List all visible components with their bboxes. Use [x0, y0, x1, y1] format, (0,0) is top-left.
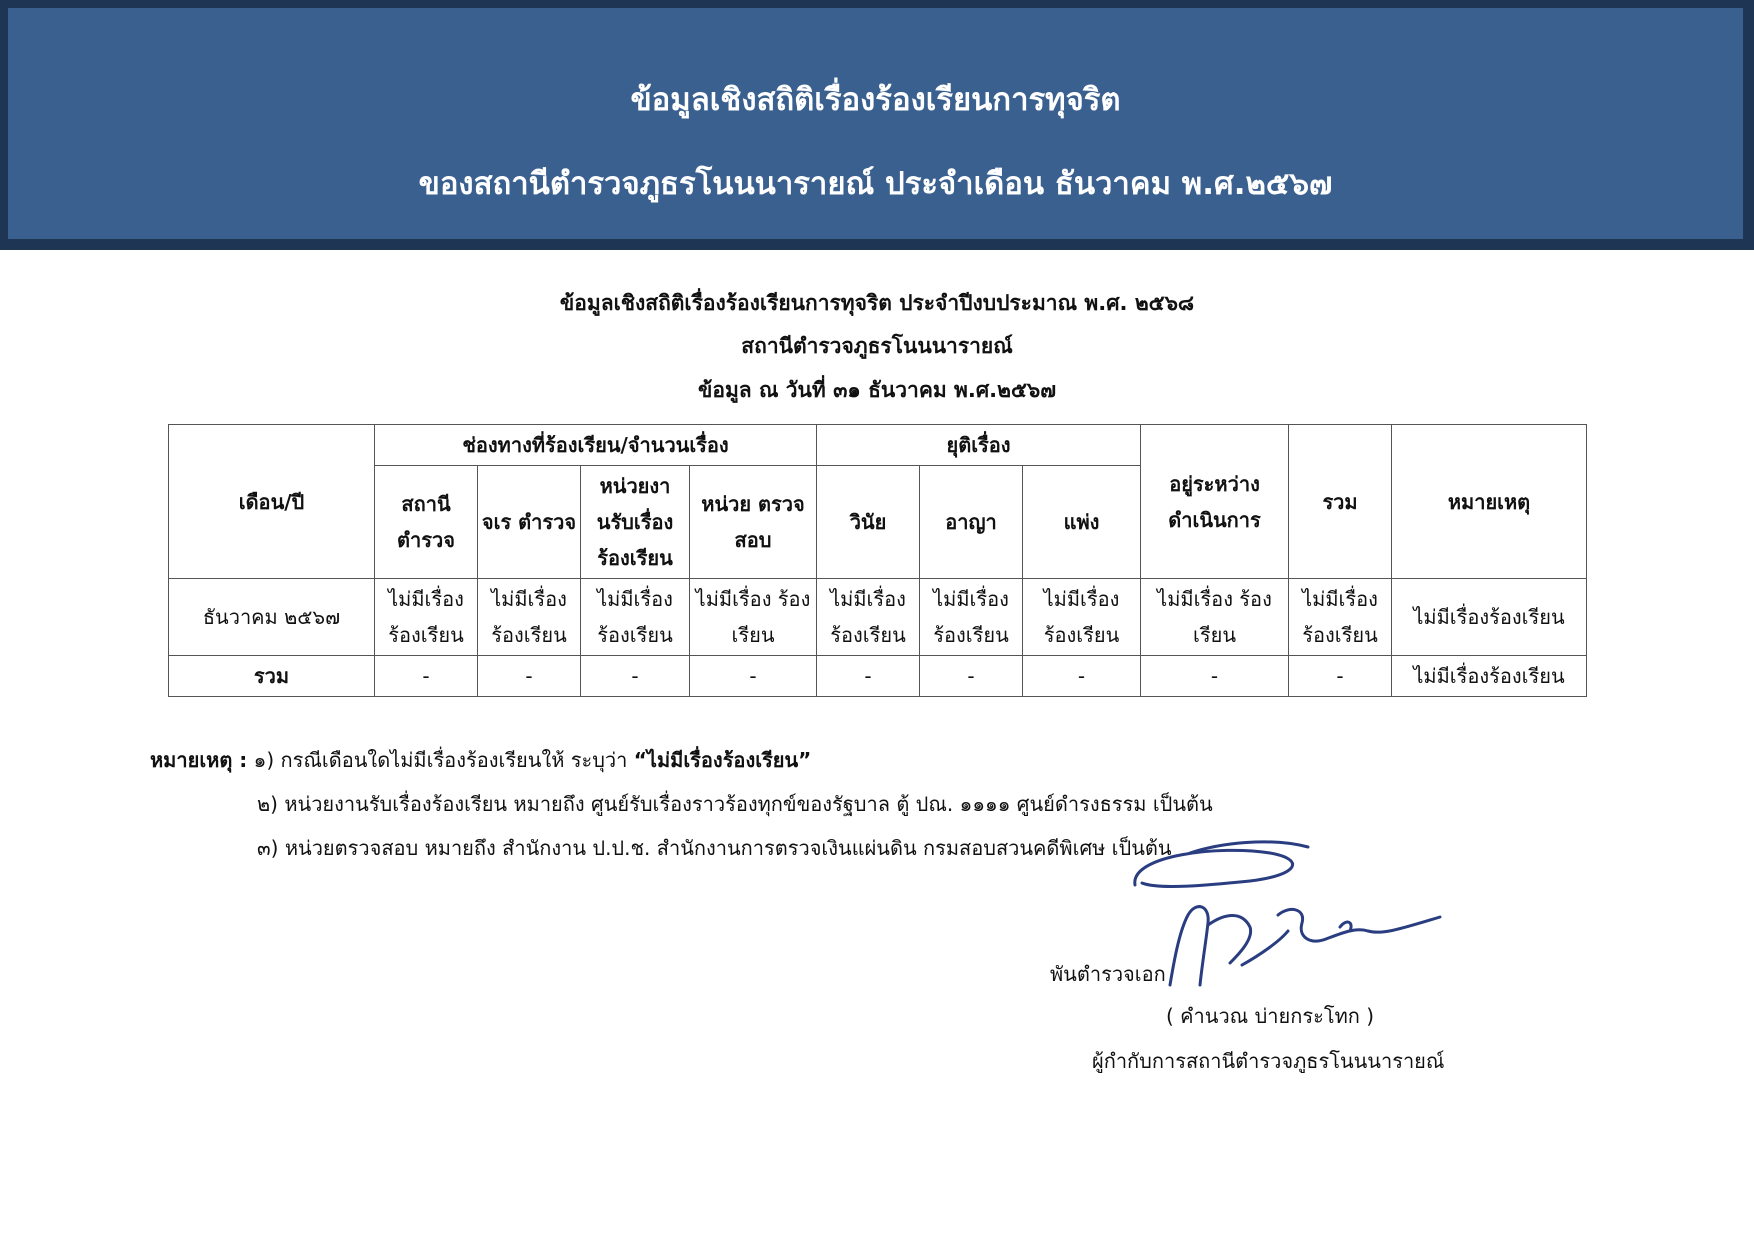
header-ch-audit: หน่วย ตรวจสอบ: [690, 466, 817, 579]
notes-label: หมายเหตุ :: [150, 748, 248, 772]
header-banner-panel: [8, 8, 1743, 239]
header-ch-patrol: จเร ตำรวจ: [478, 466, 581, 579]
cell-remark: ไม่มีเรื่องร้องเรียน: [1392, 656, 1587, 697]
note-3: ๓) หน่วยตรวจสอบ หมายถึง สำนักงาน ป.ป.ช. สำนักงานการตรวจเงินแผ่นดิน กรมสอบสวนคดีพิเศษ เป็นต้น: [257, 836, 1172, 860]
cell-remark: ไม่มีเรื่องร้องเรียน: [1392, 579, 1587, 656]
table-row-total: [169, 656, 1587, 697]
header-in-progress: อยู่ระหว่าง ดำเนินการ: [1141, 425, 1289, 579]
cell-total: ไม่มีเรื่อง ร้องเรียน: [1289, 579, 1392, 656]
signature-rank: พันตำรวจเอก: [1050, 962, 1166, 986]
report-title: ข้อมูลเชิงสถิติเรื่องร้องเรียนการทุจริต ประจำปีงบประมาณ พ.ศ. ๒๕๖๘: [559, 291, 1195, 315]
header-closed-group: ยุติเรื่อง: [817, 425, 1141, 466]
cell-ch-station: -: [375, 656, 478, 697]
cell-month: ธันวาคม ๒๕๖๗: [169, 579, 375, 656]
signature-name: ( คำนวณ บ่ายกระโทก ): [1166, 1004, 1375, 1028]
cell-ch-station: ไม่มีเรื่อง ร้องเรียน: [375, 579, 478, 656]
notes-section: [150, 738, 1213, 870]
complaint-stats-table: [168, 424, 1587, 697]
cell-closed-discipline: -: [817, 656, 920, 697]
cell-closed-discipline: ไม่มีเรื่อง ร้องเรียน: [817, 579, 920, 656]
cell-total-label: รวม: [169, 656, 375, 697]
cell-ch-patrol: ไม่มีเรื่อง ร้องเรียน: [478, 579, 581, 656]
cell-ch-audit: ไม่มีเรื่อง ร้องเรียน: [690, 579, 817, 656]
header-ch-receiving: หน่วยงา นรับเรื่อง ร้องเรียน: [581, 466, 690, 579]
signature-title: ผู้กำกับการสถานีตำรวจภูธรโนนนารายณ์: [1092, 1049, 1445, 1073]
header-closed-civil: แพ่ง: [1023, 466, 1141, 579]
header-ch-station: สถานี ตำรวจ: [375, 466, 478, 579]
cell-ch-receiving: ไม่มีเรื่อง ร้องเรียน: [581, 579, 690, 656]
cell-closed-civil: -: [1023, 656, 1141, 697]
cell-ch-audit: -: [690, 656, 817, 697]
cell-closed-criminal: ไม่มีเรื่อง ร้องเรียน: [920, 579, 1023, 656]
banner-subtitle: ของสถานีตำรวจภูธรโนนนารายณ์ ประจำเดือน ธันวาคม พ.ศ.๒๕๖๗: [418, 166, 1333, 202]
note-2: ๒) หน่วยงานรับเรื่องร้องเรียน หมายถึง ศูนย์รับเรื่องราวร้องทุกข์ของรัฐบาล ตู้ ปณ. ๑๑๑๑ ศูนย์ดำรงธรรม เป็นต้น: [257, 792, 1213, 816]
cell-in-progress: ไม่มีเรื่อง ร้องเรียน: [1141, 579, 1289, 656]
header-banner: [0, 0, 1754, 250]
cell-total: -: [1289, 656, 1392, 697]
cell-closed-civil: ไม่มีเรื่อง ร้องเรียน: [1023, 579, 1141, 656]
cell-in-progress: -: [1141, 656, 1289, 697]
note-1-text: ๑) กรณีเดือนใดไม่มีเรื่องร้องเรียนให้ ระบุว่า: [253, 748, 628, 772]
table-row: [169, 579, 1587, 656]
cell-ch-receiving: -: [581, 656, 690, 697]
note-1: [150, 738, 1213, 782]
handwritten-signature: [1130, 835, 1450, 1015]
note-1-emphasis: “ไม่มีเรื่องร้องเรียน”: [633, 748, 812, 772]
report-asof: ข้อมูล ณ วันที่ ๓๑ ธันวาคม พ.ศ.๒๕๖๗: [697, 378, 1057, 402]
banner-title: ข้อมูลเชิงสถิติเรื่องร้องเรียนการทุจริต: [630, 82, 1121, 118]
header-closed-criminal: อาญา: [920, 466, 1023, 579]
header-closed-discipline: วินัย: [817, 466, 920, 579]
header-total: รวม: [1289, 425, 1392, 579]
cell-closed-criminal: -: [920, 656, 1023, 697]
cell-ch-patrol: -: [478, 656, 581, 697]
report-station: สถานีตำรวจภูธรโนนนารายณ์: [741, 334, 1013, 358]
header-month: เดือน/ปี: [169, 425, 375, 579]
header-remark: หมายเหตุ: [1392, 425, 1587, 579]
header-channels-group: ช่องทางที่ร้องเรียน/จำนวนเรื่อง: [375, 425, 817, 466]
